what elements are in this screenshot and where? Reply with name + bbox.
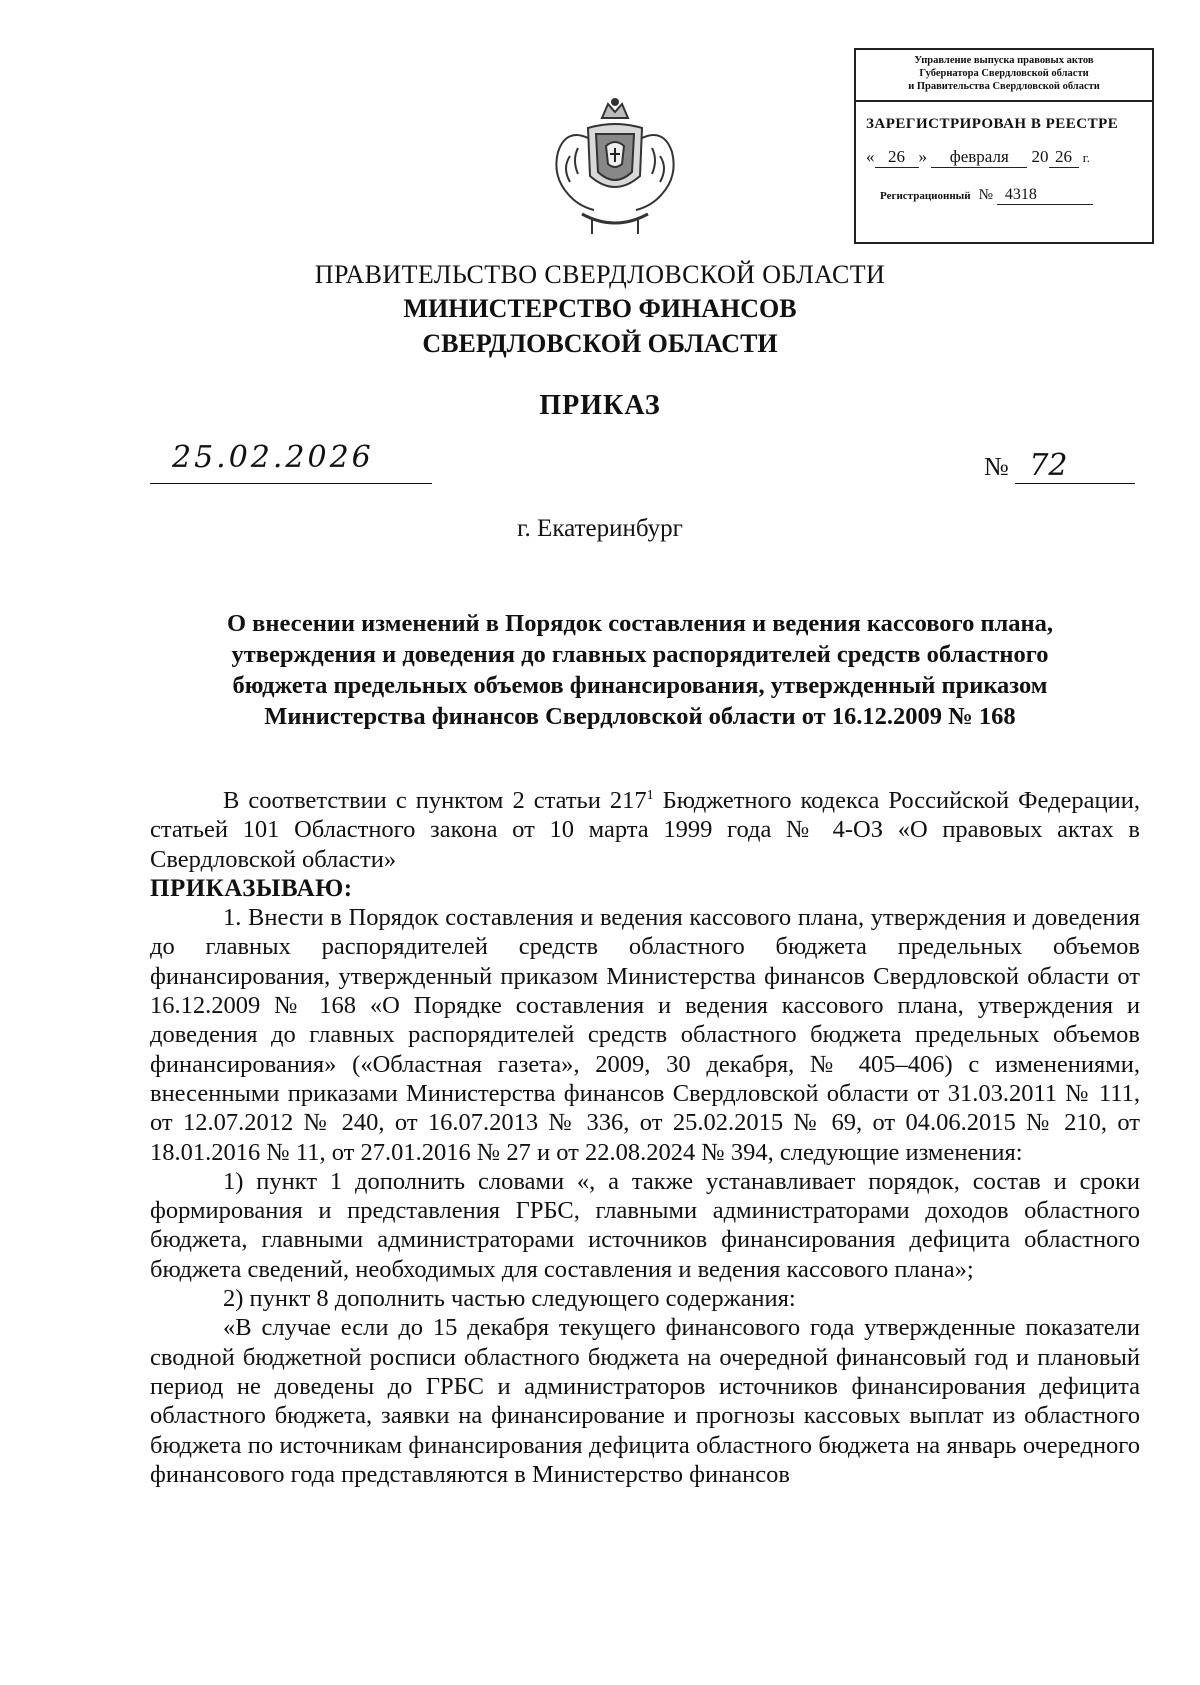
ministry-name-line2: СВЕРДЛОВСКОЙ ОБЛАСТИ (422, 329, 778, 358)
title-line: О внесении изменений в Порядок составления и ведения кассового плана, (226, 610, 1054, 637)
paragraph-subitem-2: 2) пункт 8 дополнить частью следующего содержания: (223, 1285, 796, 1313)
stamp-date (866, 147, 1152, 168)
stamp-year-suffix: 26 (1049, 147, 1079, 168)
stamp-header-line: Губернатора Свердловской области (919, 68, 1089, 79)
stamp-reg-value: 4318 (997, 186, 1093, 205)
government-name: ПРАВИТЕЛЬСТВО СВЕРДЛОВСКОЙ ОБЛАСТИ (314, 260, 886, 289)
city: г. Екатеринбург (517, 515, 683, 542)
stamp-quote-open: « (866, 147, 875, 166)
title-line: утверждения и доведения до главных распорядителей средств областного (231, 641, 1049, 668)
document-body (150, 786, 1140, 1489)
order-number-label: № (984, 452, 1009, 481)
stamp-reg-number (880, 186, 1152, 205)
stamp-header (856, 50, 1152, 102)
preamble (150, 786, 1140, 874)
preamble-part: Бюджетного кодекса Российской Федерации, статьей 101 Областного закона от 10 марта 1999 года № 4-ОЗ «О правовых актах в Свердловской области» (150, 787, 1140, 873)
order-word: ПРИКАЗЫВАЮ: (150, 874, 353, 902)
stamp-reg-label: Регистрационный (880, 190, 971, 202)
stamp-year-prefix: 20 (1031, 147, 1049, 166)
preamble-superscript: 1 (646, 787, 654, 803)
document-type: ПРИКАЗ (539, 390, 661, 421)
ministry-name-line1: МИНИСТЕРСТВО ФИНАНСОВ (403, 294, 797, 323)
document-title (150, 608, 1130, 732)
title-line: Министерства финансов Свердловской области от 16.12.2009 № 168 (264, 703, 1016, 730)
stamp-reg-symbol: № (978, 187, 993, 203)
stamp-day: 26 (875, 147, 919, 168)
stamp-year-mark: г. (1082, 150, 1090, 165)
stamp-registered-label: ЗАРЕГИСТРИРОВАН В РЕЕСТРЕ (866, 116, 1119, 132)
stamp-header-line: и Правительства Свердловской области (908, 81, 1100, 92)
order-number (984, 448, 1135, 484)
title-line: бюджета предельных объемов финансирования, утвержденный приказом (232, 672, 1048, 699)
stamp-header-line: Управление выпуска правовых актов (914, 55, 1094, 66)
handwritten-date: 25.02.2026 (150, 440, 432, 484)
preamble-part: В соответствии с пунктом 2 статьи 217 (223, 787, 647, 814)
stamp-month: февраля (931, 147, 1027, 168)
paragraph-subitem-1: 1) пункт 1 дополнить словами «, а также устанавливает порядок, состав и сроки формирования и представления ГРБС, главными администраторами доходов областного бюджета, главными администраторами источников финансирования дефицита областного бюджета сведений, необходимых для составления и ведения кассового плана»; (150, 1167, 1140, 1283)
paragraph-item-1: 1. Внести в Порядок составления и ведения кассового плана, утверждения и доведения до главных распорядителей средств областного бюджета предельных объемов финансирования, утвержденный приказом Министерства финансов Свердловской области от 16.12.2009 № 168 «О Порядке составления и ведения кассового плана, утверждения и доведения до главных распорядителей средств областного бюджета предельных объемов финансирования» («Областная газета», 2009, 30 декабря, № 405–406) с изменениями, внесенными приказами Министерства финансов Свердловской области от 31.03.2011 № 111, от 12.07.2012 № 240, от 16.07.2013 № 336, от 25.02.2015 № 69, от 04.06.2015 № 210, от 18.01.2016 № 11, от 27.01.2016 № 27 и от 22.08.2024 № 394, следующие изменения: (150, 904, 1140, 1166)
handwritten-order-number: 72 (1015, 448, 1135, 484)
coat-of-arms-emblem (548, 98, 682, 236)
paragraph-quote: «В случае если до 15 декабря текущего финансового года утвержденные показатели сводной бюджетной росписи областного бюджета на очередной финансовый год и плановый период не доведены до ГРБС и администраторов источников финансирования дефицита областного бюджета, заявки на финансирование и прогнозы кассовых выплат из областного бюджета по источникам финансирования дефицита областного бюджета на январь очередного финансового года представляются в Министерство финансов (150, 1314, 1140, 1488)
stamp-quote-close: » (918, 147, 927, 166)
registration-stamp (854, 48, 1154, 244)
